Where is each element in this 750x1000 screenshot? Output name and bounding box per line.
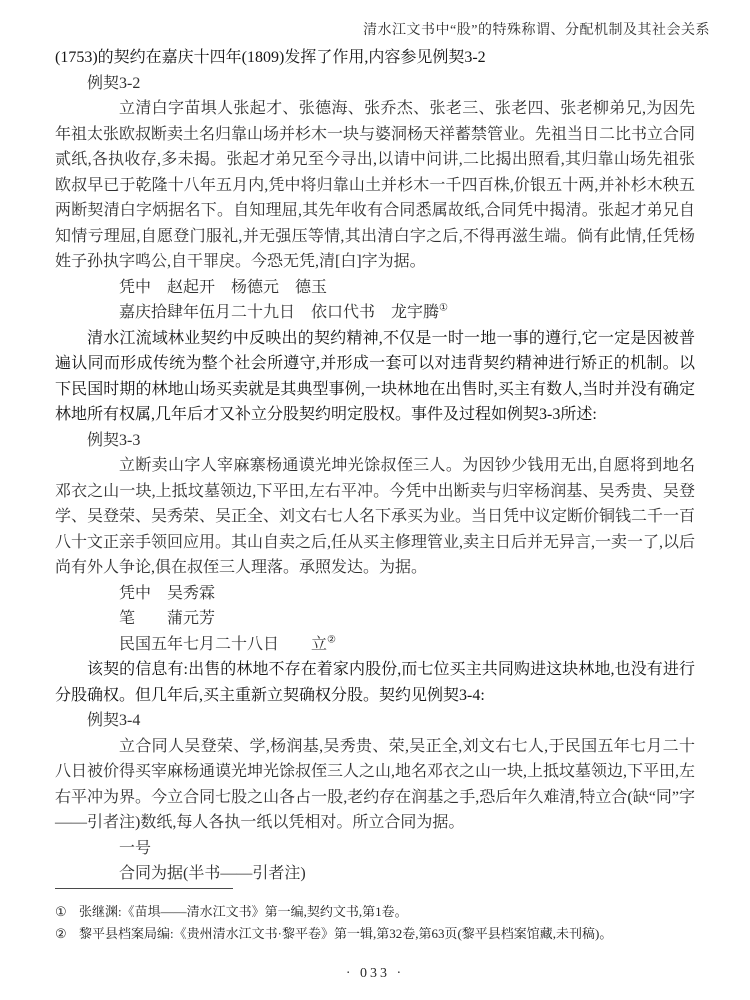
footnote-1-text: 张继渊:《苗埧——清水江文书》第一编,契约文书,第1卷。 xyxy=(79,904,408,919)
example-3-3-label: 例契3-3 xyxy=(87,431,141,449)
example-3-3-date-line xyxy=(55,632,695,658)
example-3-4-label: 例契3-4 xyxy=(87,712,141,729)
example-3-3-scribe-line xyxy=(55,606,695,632)
example-3-2-witness-line xyxy=(55,275,695,301)
scribe-name: 笔 蒲元芳 xyxy=(119,610,216,627)
witness-names: 凭中 赵起开 杨德元 德玉 xyxy=(119,278,328,296)
footnote-1-marker: ① xyxy=(55,904,67,919)
example-3-2-label: 例契3-2 xyxy=(87,74,141,92)
example-3-3-witness-line xyxy=(55,581,695,607)
page-number: · 033 · xyxy=(345,966,405,981)
example-3-4-contract-text: 立合同人吴登荣、学,杨润基,吴秀贵、荣,吴正全,刘文右七人,于民国五年七月二十八日被价得买宰麻杨通谟光坤光馀叔侄三人之山,地名邓衣之山一块,上抵坟墓领边,下平田,左右平冲为界。今立合同七股之山各占一股,老约存在润基之手,恐后年久难清,特立合(缺“同”字——引者注)数纸,每人各执一纸以凭相对。所立合同为据。 xyxy=(55,737,696,831)
date-text: 嘉庆拾肆年伍月二十九日 依口代书 龙宇腾 xyxy=(119,304,440,321)
footnote-ref-2: ② xyxy=(327,634,336,646)
example-3-2-contract-text: 立清白字苗埧人张起才、张德海、张乔杰、张老三、张老四、张老柳弟兄,为因先年祖太张欧叔断卖土名归靠山场并杉木一块与婆洞杨天祥蓄禁管业。先祖当日二比书立合同贰纸,各执收存,多未揭。张起才弟兄至今寻出,以请中问讲,二比揭出照看,其归靠山场先祖张欧叔早已于乾隆十八年五月内,凭中将归靠山土并杉木一千四百株,价银五十两,并补杉木秧五两断契清白字炳据名下。自知理屈,其先年收有合同悉属故纸,合同凭中揭清。张起才弟兄自知情亏理屈,自愿登门服礼,并无强压等情,其出清白字之后,不得再滋生端。倘有此情,任凭杨姓子孙执字鸣公,自干罪戾。今恐无凭,清[白]字为据。 xyxy=(55,100,696,270)
example-3-4-number-line: 一号 xyxy=(119,839,152,857)
date-text: 民国五年七月二十八日 立 xyxy=(119,635,328,653)
witness-names: 凭中 吴秀霖 xyxy=(119,584,216,602)
footnote-divider xyxy=(55,888,233,889)
footnotes-section xyxy=(55,888,700,945)
footnote-2-marker: ② xyxy=(55,926,67,941)
page-content xyxy=(55,45,695,887)
footnote-1 xyxy=(55,901,700,923)
example-3-2-date-line xyxy=(55,300,695,326)
footnote-2 xyxy=(55,923,700,945)
footnote-ref-1: ① xyxy=(439,302,448,314)
footnote-2-text: 黎平县档案局编:《贵州清水江文书·黎平卷》第一辑,第32卷,第63页(黎平县档案馆藏,未刊稿)。 xyxy=(79,926,613,941)
contract-spirit-paragraph: 清水江流域林业契约中反映出的契约精神,不仅是一时一地一事的遵行,它一定是因被普遍认同而形成传统为整个社会所遵守,并形成一套可以对违背契约精神进行矫正的机制。以下民国时期的林地山场买卖就是其典型事例,一块林地在出售时,买主有数人,当时并没有确定林地所有权属,几年后才又补立分股契约明定股权。事件及过程如例契3-3所述: xyxy=(55,329,695,423)
example-3-3-contract-text: 立断卖山字人宰麻寨杨通谟光坤光馀叔侄三人。为因钞少钱用无出,自愿将到地名邓衣之山一块,上抵坟墓领边,下平田,左右平冲。今凭中出断卖与归宰杨润基、吴秀贵、吴登学、吴登荣、吴秀荣、吴正全、刘文右七人名下承买为业。当日凭中议定断价铜钱二千一百八十文正亲手领回应用。其山自卖之后,任从买主修理管业,卖主日后并无异言,一卖一了,以后尚有外人争论,俱在叔侄三人理落。承照发达。为据。 xyxy=(55,457,696,576)
example-3-4-closing-line: 合同为据(半书——引者注) xyxy=(119,865,306,882)
contract-info-paragraph: 该契的信息有:出售的林地不存在着家内股份,而七位买主共同购进这块林地,也没有进行分股确权。但几年后,买主重新立契确权分股。契约见例契3-4: xyxy=(55,661,695,704)
running-header: 清水江文书中“股”的特殊称谓、分配机制及其社会关系 xyxy=(363,23,710,38)
intro-paragraph: (1753)的契约在嘉庆十四年(1809)发挥了作用,内容参见例契3-2 xyxy=(55,49,486,66)
